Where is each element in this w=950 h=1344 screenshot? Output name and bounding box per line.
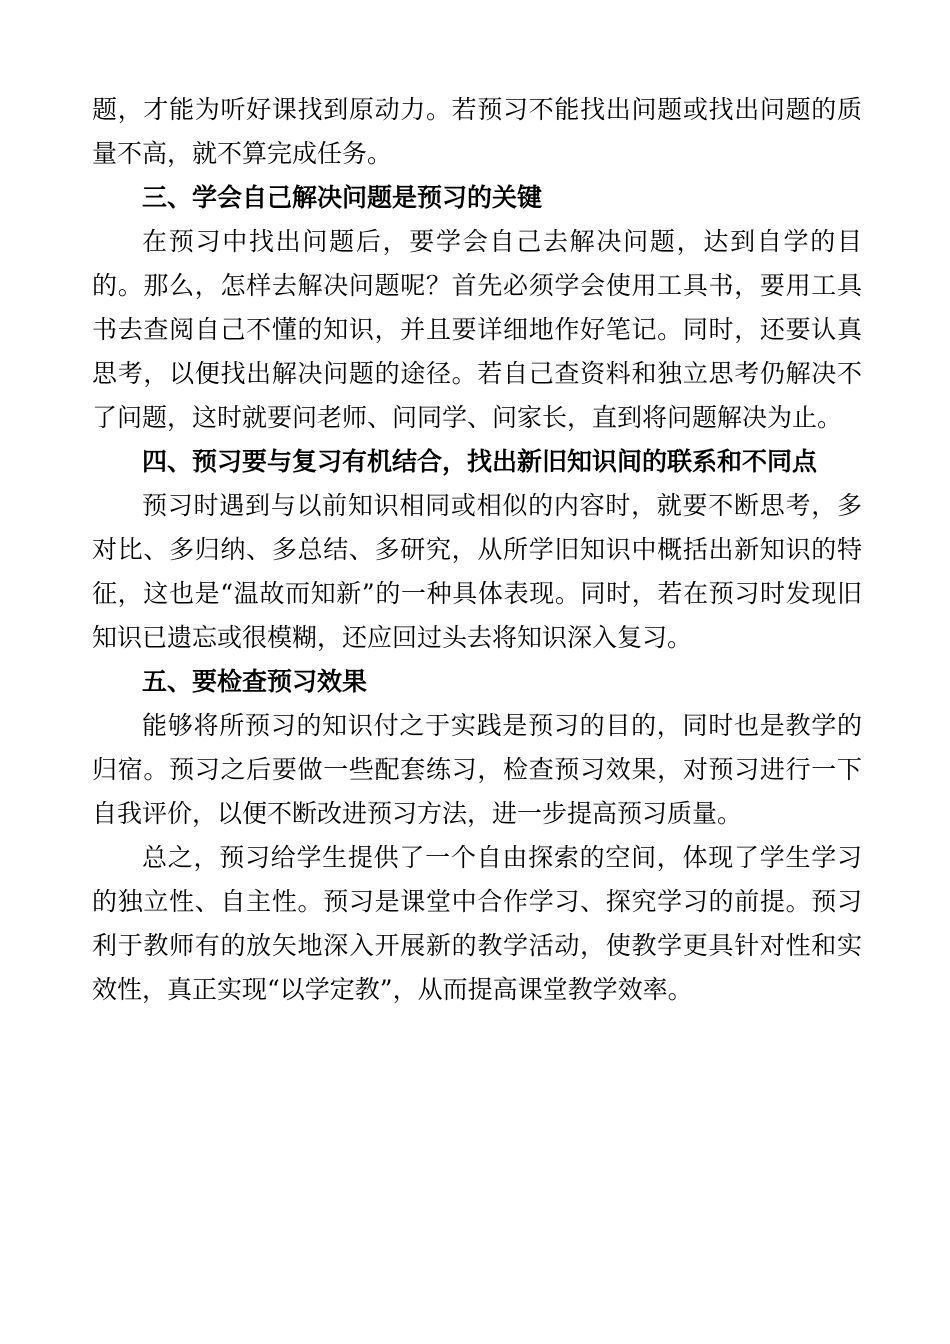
section-heading-5: 五、要检查预习效果 (142, 667, 368, 696)
document-body (92, 88, 862, 1012)
paragraph-section-4: 预习时遇到与以前知识相同或相似的内容时，就要不断思考，多对比、多归纳、多总结、多研究，从所学旧知识中概括出新知识的特征，这也是“温故而知新”的一种具体表现。同时，若在预习时发现旧知识已遗忘或很模糊，还应回过头去将知识深入复习。 (92, 491, 862, 652)
paragraph-summary: 总之，预习给学生提供了一个自由探索的空间，体现了学生学习的独立性、自主性。预习是课堂中合作学习、探究学习的前提。预习利于教师有的放矢地深入开展新的教学活动，使教学更具针对性和实效性，真正实现“以学定教”，从而提高课堂教学效率。 (92, 843, 862, 1004)
section-heading-4: 四、预习要与复习有机结合，找出新旧知识间的联系和不同点 (142, 447, 818, 476)
section-heading-3: 三、学会自己解决问题是预习的关键 (142, 183, 543, 212)
paragraph-continuation: 题，才能为听好课找到原动力。若预习不能找出问题或找出问题的质量不高，就不算完成任务。 (92, 95, 862, 168)
paragraph-section-5: 能够将所预习的知识付之于实践是预习的目的，同时也是教学的归宿。预习之后要做一些配套练习，检查预习效果，对预习进行一下自我评价，以便不断改进预习方法，进一步提高预习质量。 (92, 711, 862, 828)
paragraph-section-3: 在预习中找出问题后，要学会自己去解决问题，达到自学的目的。那么，怎样去解决问题呢？首先必须学会使用工具书，要用工具书去查阅自己不懂的知识，并且要详细地作好笔记。同时，还要认真思考，以便找出解决问题的途径。若自己查资料和独立思考仍解决不了问题，这时就要问老师、问同学、问家长，直到将问题解决为止。 (92, 227, 862, 432)
